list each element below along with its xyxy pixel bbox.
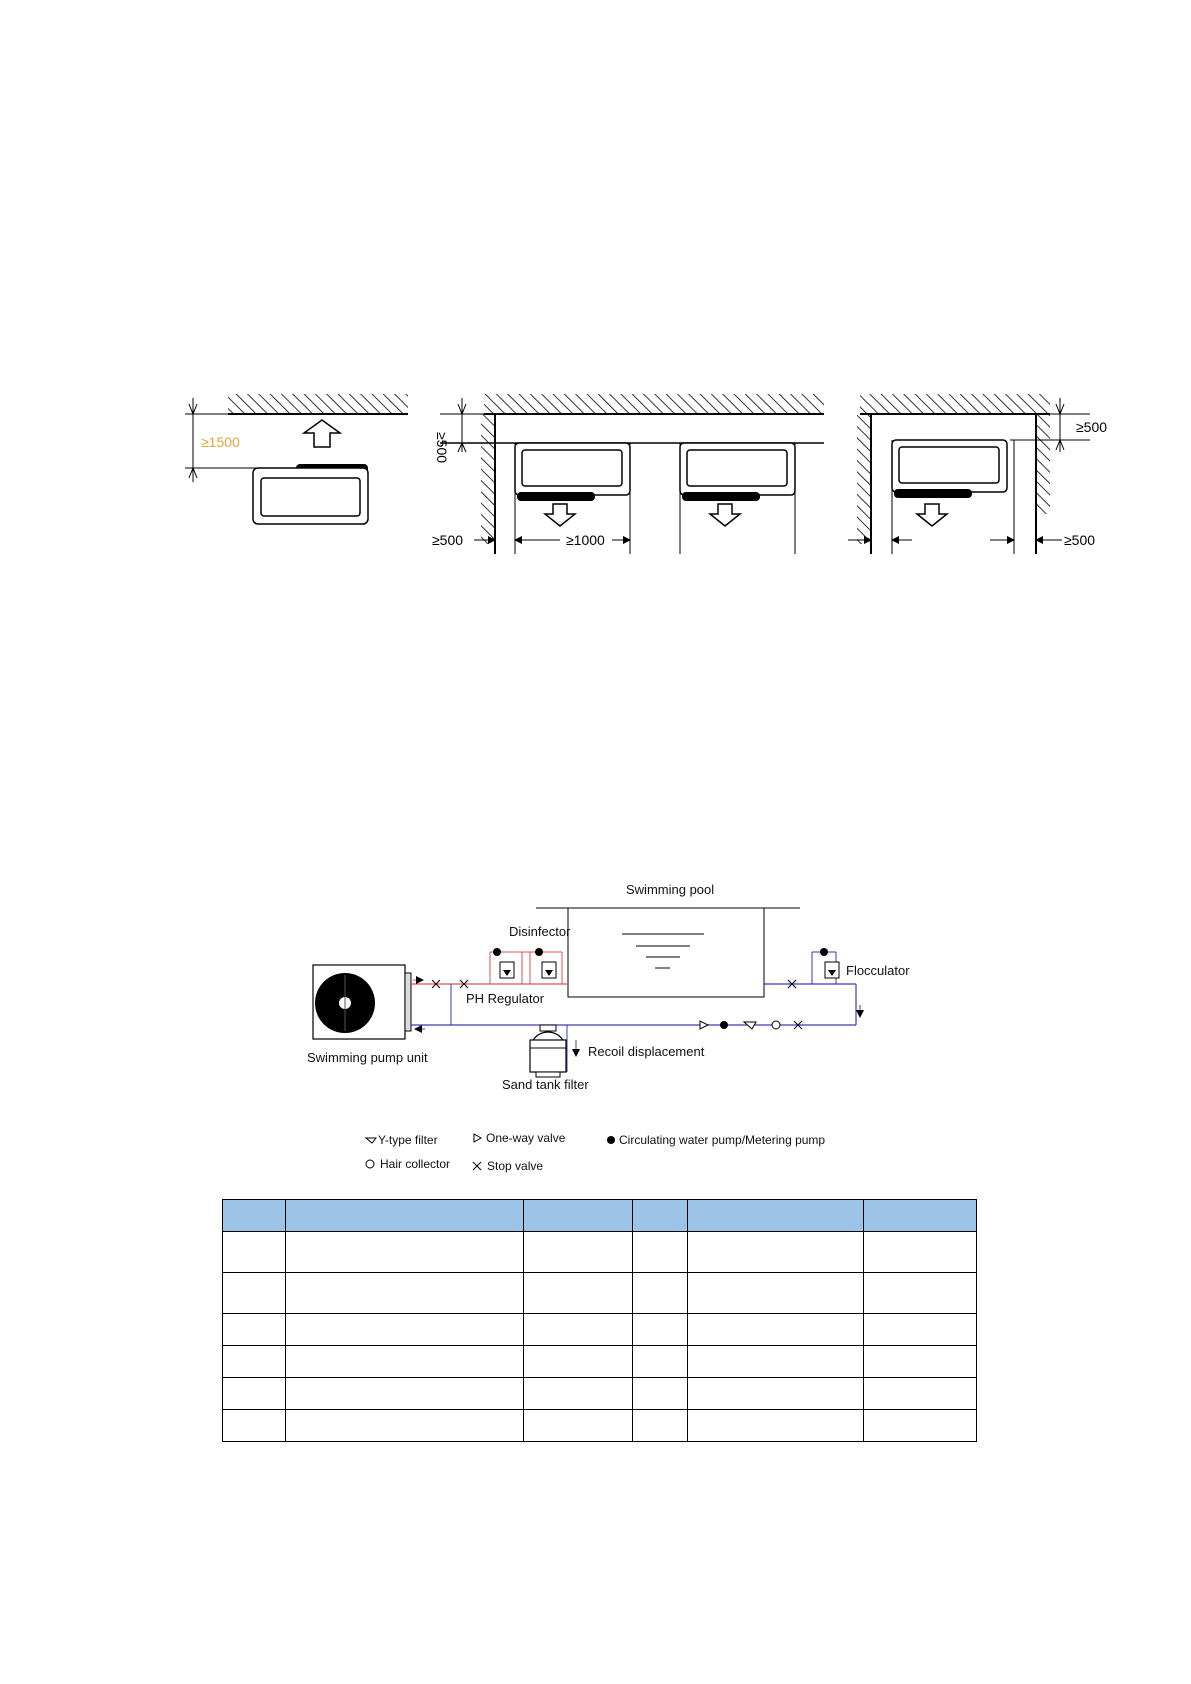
legend-y-filter: Y-type filter (378, 1133, 438, 1147)
circulating-pump-icon (720, 1021, 728, 1029)
top-clearance-right-label: ≥500 (1076, 419, 1108, 435)
stop-valve-icon (473, 1162, 481, 1170)
table-cell (286, 1378, 524, 1410)
table-cell (633, 1232, 688, 1273)
one-way-valve-icon (700, 1021, 708, 1029)
table-row (223, 1410, 977, 1442)
table-cell (633, 1410, 688, 1442)
table-cell (223, 1273, 286, 1314)
ph-regulator-label: PH Regulator (466, 991, 545, 1006)
table-cell (223, 1410, 286, 1442)
clearance-diagram-front (185, 394, 408, 524)
sand-tank-filter-icon (530, 1025, 566, 1077)
one-way-valve-icon (474, 1134, 481, 1142)
swimming-pump-unit-icon (313, 965, 411, 1039)
table-cell (223, 1232, 286, 1273)
table-cell (524, 1346, 633, 1378)
table-cell (286, 1314, 524, 1346)
table-cell (286, 1232, 524, 1273)
table-cell (688, 1410, 864, 1442)
table-header-cell (286, 1200, 524, 1232)
heat-pump-unit-icon (680, 443, 795, 501)
table-cell (688, 1273, 864, 1314)
table-header-cell (688, 1200, 864, 1232)
clearance-diagram-corner (848, 394, 1107, 554)
table-row (223, 1273, 977, 1314)
table-cell (223, 1378, 286, 1410)
recoil-label: Recoil displacement (588, 1044, 705, 1059)
table-cell (864, 1273, 977, 1314)
table-cell (864, 1314, 977, 1346)
side-left-label: ≥500 (432, 532, 464, 548)
legend-hair: Hair collector (380, 1157, 451, 1171)
table-cell (864, 1410, 977, 1442)
table-cell (524, 1273, 633, 1314)
top-clearance-rotated-label: ≥500 (434, 432, 450, 464)
table-row (223, 1232, 977, 1273)
table-cell (688, 1378, 864, 1410)
table-cell (633, 1378, 688, 1410)
table-cell (524, 1314, 633, 1346)
table-cell (286, 1273, 524, 1314)
swimming-pool-basin (568, 908, 764, 997)
table-cell (286, 1410, 524, 1442)
table-row (223, 1378, 977, 1410)
table-row (223, 1346, 977, 1378)
hair-collector-icon (772, 1021, 780, 1029)
table-cell (864, 1232, 977, 1273)
table-cell (223, 1314, 286, 1346)
pool-piping-diagram (307, 882, 910, 1092)
heat-pump-unit-icon (253, 464, 368, 524)
table-cell (633, 1273, 688, 1314)
sand-filter-label: Sand tank filter (502, 1077, 589, 1092)
heat-pump-unit-icon (892, 440, 1007, 498)
table-cell (688, 1232, 864, 1273)
table-header-row (223, 1200, 977, 1232)
table-header-cell (633, 1200, 688, 1232)
table-cell (524, 1378, 633, 1410)
circulating-pump-icon (607, 1136, 615, 1144)
unit-label: Swimming pump unit (307, 1050, 428, 1065)
table-cell (688, 1314, 864, 1346)
legend-pump: Circulating water pump/Metering pump (619, 1133, 826, 1147)
between-units-label: ≥1000 (566, 532, 605, 548)
table-cell (633, 1346, 688, 1378)
legend-one-way: One-way valve (486, 1131, 566, 1145)
table-cell (688, 1346, 864, 1378)
front-clearance-label: ≥1500 (201, 434, 240, 450)
table-cell (524, 1232, 633, 1273)
table-cell (864, 1378, 977, 1410)
heat-pump-unit-icon (515, 443, 630, 501)
side-right-label: ≥500 (1064, 532, 1096, 548)
flocculator-label: Flocculator (846, 963, 910, 978)
y-filter-icon (366, 1138, 376, 1143)
pool-legend (366, 1131, 825, 1173)
hair-collector-icon (366, 1160, 374, 1168)
table-cell (524, 1410, 633, 1442)
table-header-cell (864, 1200, 977, 1232)
clearance-diagram-two-units (432, 394, 824, 554)
disinfector-label: Disinfector (509, 924, 571, 939)
table-cell (864, 1346, 977, 1378)
legend-stop: Stop valve (487, 1159, 544, 1173)
table-cell (223, 1346, 286, 1378)
table-header-cell (223, 1200, 286, 1232)
spec-table (222, 1199, 977, 1442)
pool-label: Swimming pool (626, 882, 715, 897)
table-row (223, 1314, 977, 1346)
table-cell (286, 1346, 524, 1378)
table-header-cell (524, 1200, 633, 1232)
table-cell (633, 1314, 688, 1346)
